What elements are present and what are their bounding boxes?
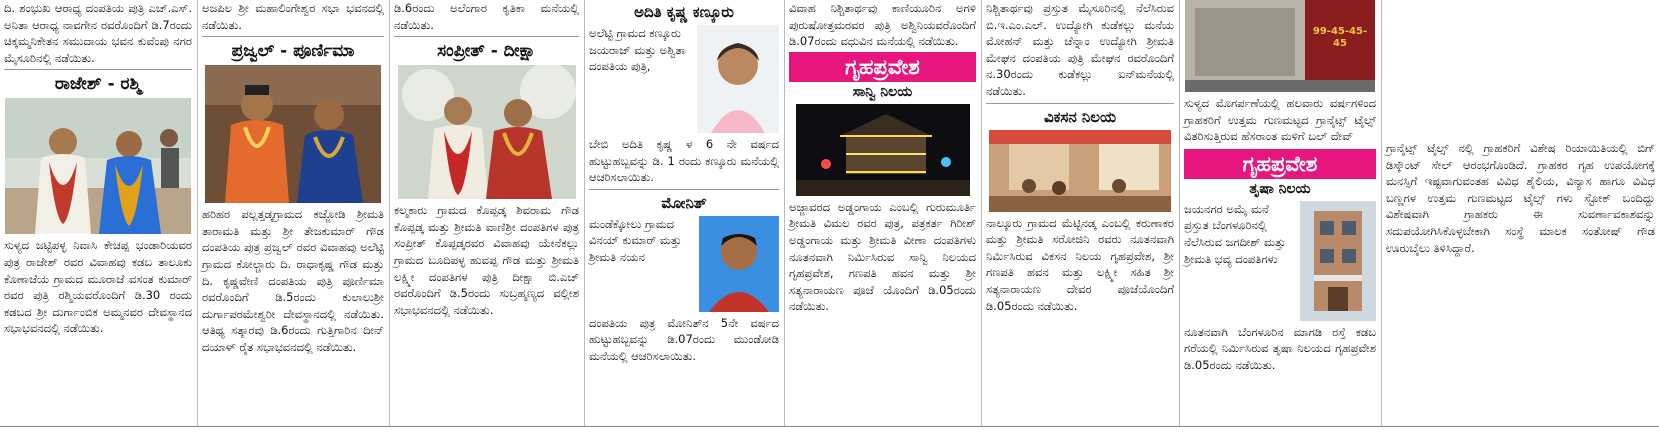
column-7 — [1180, 0, 1380, 426]
wedding-photo-rajesh-rashmi — [5, 98, 191, 234]
article-continuation: ವಿವಾಹ ನಿಶ್ಚಿತಾರ್ಥವು ಕಾಣಿಯೂರಿನ ಅಗಳಿ ಪುರುಷೋತ್ತಮರವರ ಪುತ್ರಿ ಅಶ್ವಿನಿಯವರೊಂದಿಗೆ ಡಿ.07ರಂದು ವಧುವಿನ ಮನೆಯಲ್ಲಿ ನಡೆಯಿತು. — [789, 1, 976, 49]
birthday-photo-monith — [699, 216, 779, 312]
article-body: ಬೇಬಿ ಅದಿತಿ ಕೃಷ್ಣ ಳ 6 ನೇ ವರ್ಷದ ಹುಟ್ಟುಹಬ್ಬವನ್ನು ಡಿ. 1 ರಂದು ಕಣ್ಕೂರು ಮನೆಯಲ್ಲಿ ಆಚರಿಸಲಾಯಿತು. — [589, 137, 779, 185]
divider — [986, 103, 1174, 104]
article-heading: ರಾಜೇಶ್ - ರಶ್ಮಿ — [54, 74, 142, 95]
divider — [4, 69, 192, 70]
page-bottom-rule — [0, 426, 1659, 427]
article-heading: ಸಂಪ್ರೀತ್ - ದೀಕ್ಷಾ — [437, 41, 536, 62]
column-2 — [198, 0, 388, 426]
article-heading: ಮೋನಿತ್ — [661, 193, 707, 212]
wedding-photo-sampreeth-deeksha — [398, 65, 576, 199]
article-heading: ವಿಕಸನ ನಿಲಯ — [1043, 107, 1117, 126]
article-continuation: ನಿಶ್ಚಿತಾರ್ಥವು ಪ್ರಸ್ತುತ ಮೈಸೂರಿನಲ್ಲಿ ನೆಲೆಸಿರುವ ಬಿ.ಇ.ಎಂ.ಎಲ್. ಉದ್ಯೋಗಿ ಕುಡೆಕಲ್ಲು ಮನೆಯ ಮೋಹನ್ ಮತ್ತು ಚೆನ್ನಾಂ ಉದ್ಯೋಗಿ ಶ್ರೀಮತಿ ಮೇಘನ ದಂಪತಿಯ ಪುತ್ರಿ ಮೇಘನ ರವರೊಂದಿಗೆ ನ.30ರಂದು ಕುಡೆಕಲ್ಲು ಐನ್‌ಮನೆಯಲ್ಲಿ ನಡೆಯಿತು. — [986, 1, 1174, 98]
article-body: ನಾಲ್ಕೂರು ಗ್ರಾಮದ ಮೆಟ್ಟಿನಡ್ಕ ಎಂಬಲ್ಲಿ ಕರುಣಾಕರ ಮತ್ತು ಶ್ರೀಮತಿ ಸರೋಜಿನಿ ರವರು ನೂತನವಾಗಿ ನಿರ್ಮಿಸಿರುವ ವಿಕಸನ ನಿಲಯ ಗೃಹಪ್ರವೇಶ, ಶ್ರೀ ಗಣಪತಿ ಹವನ ಮತ್ತು ಲಕ್ಷ್ಮೀ ಸಹಿತ ಶ್ರೀ ಸತ್ಯನಾರಾಯಣ ದೇವರ ಪೂಜೆಯೊಂದಿಗೆ ಡಿ.05ರಂದು ನಡೆಯಿತು. — [986, 215, 1174, 313]
column-8 — [1382, 0, 1659, 426]
divider — [202, 36, 384, 37]
article-continuation: ಅಜಪಿಲ ಶ್ರೀ ಮಹಾಲಿಂಗೇಶ್ವರ ಸಭಾ ಭವನದಲ್ಲಿ ನಡೆಯಿತು. — [202, 1, 384, 32]
column-3 — [390, 0, 583, 426]
divider — [589, 189, 779, 190]
article-continuation: ಡಿ.6ರಂದು ಅಲೆಂಗಾರ ಕೃತಿಕಾ ಮನೆಯಲ್ಲಿ ನಡೆಯಿತು. — [394, 1, 579, 32]
section-banner: ಗೃಹಪ್ರವೇಶ — [1184, 149, 1376, 179]
section-banner: ಗೃಹಪ್ರವೇಶ — [789, 52, 976, 82]
divider — [394, 36, 579, 37]
article-continuation: ದಿ. ಶಂಭುಖ ಆರಾಧ್ಯ ದಂಪತಿಯ ಪುತ್ರಿ ಎಚ್.ಎಸ್. ಅನಿತಾ ಆರಾಧ್ಯ ನಾವಗೇನ ರವರೊಂದಿಗೆ ಡಿ.7ರಂದು ಚಿಕ್ಕಮ್ಮನಿಕೇತನ ಸಮುದಾಯ ಭವನ ಕುವೆಂಪು ನಗರ ಮೈಸೂರಿನಲ್ಲಿ ನಡೆಯಿತು. — [4, 1, 192, 65]
house-photo-vikasana-nilaya — [989, 130, 1171, 212]
shop-sign-number: 99-45-45-45 — [1312, 26, 1368, 49]
article-intro: ಮಂಡೆಕ್ಕೋಲು ಗ್ರಾಮದ ವಿನಯ್ ಕುಮಾರ್ ಮತ್ತು ಶ್ರೀಮತಿ ನಯನ — [589, 216, 682, 264]
article-intro: ಜಯನಗರ ಅಮೈ ಮನೆ ಪ್ರಸ್ತುತ ಬೆಂಗಳೂರಿನಲ್ಲಿ ನೆಲೆಸಿರುವ ಜಗದೀಶ್ ಮತ್ತು ಶ್ರೀಮತಿ ಭವ್ಯ ದಂಪತಿಗಳು — [1184, 201, 1286, 266]
shop-photo-baldev-granites — [1185, 0, 1375, 92]
article-body: ಕಲ್ಮಕಾರು ಗ್ರಾಮದ ಕೊಪ್ಪಡ್ಕ ಶಿವರಾಮ ಗೌಡ ಕೊಪ್ಪಡ್ಕ ಮತ್ತು ಶ್ರೀಮತಿ ವಾಣಿಶ್ರೀ ದಂಪತಿಗಳ ಪುತ್ರ ಸಂಪ್ರೀತ್ ಕೊಪ್ಪಡ್ಕರವರ ವಿವಾಹವು ಯೇನೆಕಲ್ಲು ಗ್ರಾಮದ ಬೂದಿಪಳ್ಳ ಹುವಪ್ಪ ಗೌಡ ಮತ್ತು ಶ್ರೀಮತಿ ಲಕ್ಷ್ಮೀ ದಂಪತಿಗಳ ಪುತ್ರಿ ದೀಕ್ಷಾ ಬಿ.ಎಚ್ ರವರೊಂದಿಗೆ ಡಿ.5ರಂದು ಸುಬ್ರಹ್ಮಣ್ಯದ ವಲ್ಲೀಶ ಸಭಾಭವನದಲ್ಲಿ ನಡೆಯಿತು. — [394, 203, 579, 317]
house-photo-trisha-nilaya — [1300, 201, 1376, 321]
article-body: ಸುಳ್ಯದ ಜಟ್ಟಿಪಳ್ಳ ನಿವಾಸಿ ಕೇಚಪ್ಪ ಭಂಡಾರಿಯವರ ಪುತ್ರ ರಾಜೇಶ್ ರವರ ವಿವಾಹವು ಕಡಬ ತಾಲೂಕು ಕೊಣಾಜೆಯ ಗ್ರಾಮದ ಮೂರಾಜೆ ವಸಂತ ಕುಮಾರ್ ರವರ ಪುತ್ರಿ ರಶ್ಮಿಯವರೊಂದಿಗೆ ಡಿ.30 ರಂದು ಕಡಬದ ಶ್ರೀ ದುರ್ಗಾಂಬಿಕ ಅಮ್ಮನವರ ದೇವಸ್ಥಾನದ ಸಭಾಭವನದಲ್ಲಿ ನಡೆಯಿತು. — [4, 238, 192, 336]
article-subheading: ಸಾನ್ವಿ ನಿಲಯ — [852, 83, 913, 100]
article-heading: ಪ್ರಜ್ವಲ್ - ಪೂರ್ಣಿಮಾ — [231, 41, 355, 62]
birthday-photo-aditi — [697, 25, 779, 133]
article-body: ನೂತನವಾಗಿ ಬೆಂಗಳೂರಿನ ಮಾಗಡಿ ರಸ್ತೆ ಕಡಬ ಗರೆಯಲ್ಲಿ ನಿರ್ಮಿಸಿರುವ ತೃಷಾ ನಿಲಯದ ಗೃಹಪ್ರವೇಶ ಡಿ.05ರಂದು ನಡೆಯಿತು. — [1184, 324, 1376, 372]
column-6 — [982, 0, 1178, 426]
article-intro: ಅಲೆಟ್ಟಿ ಗ್ರಾಮದ ಕಣ್ಕೂರು ಜಯರಾಜ್ ಮತ್ತು ಅಶ್ವಿತಾ ದಂಪತಿಯ ಪುತ್ರಿ, — [589, 26, 686, 74]
column-4 — [585, 0, 783, 426]
column-1 — [0, 0, 196, 426]
article-subheading: ತೃಷಾ ನಿಲಯ — [1249, 180, 1311, 197]
article-heading: ಅದಿತಿ ಕೃಷ್ಣ ಕಣ್ಕೂರು — [634, 3, 734, 21]
article-body: ಅಜ್ಜಾವರದ ಅಡ್ಡಂಗಾಯ ಎಂಬಲ್ಲಿ ಗುರುಮೂರ್ತಿ ಶ್ರೀಮತಿ ವಿಮಲ ರವರ ಪುತ್ರ, ಪತ್ರಕರ್ತ ಗಿರೀಶ್ ಅಡ್ಡಂಗಾಯ ಮತ್ತು ಶ್ರೀಮತಿ ವೀಣಾ ದಂಪತಿಗಳು ನೂತನವಾಗಿ ನಿರ್ಮಿಸಿರುವ ಸಾನ್ವಿ ನಿಲಯದ ಗೃಹಪ್ರವೇಶ, ಗಣಪತಿ ಹವನ ಮತ್ತು ಶ್ರೀ ಸತ್ಯನಾರಾಯಣ ಪೂಜೆ ಯೊಂದಿಗೆ ಡಿ.05ರಂದು ನಡೆಯಿತು. — [789, 199, 976, 314]
wedding-photo-prajwal-poornima — [205, 65, 381, 203]
article-body: ದಂಪತಿಯ ಪುತ್ರ ಮೋನಿತ್‌ನ 5ನೇ ವರ್ಷದ ಹುಟ್ಟುಹಬ್ಬವನ್ನು ಡಿ.07ರಂದು ಮುಂಡೋಡಿ ಮನೆಯಲ್ಲಿ ಆಚರಿಸಲಾಯಿತು. — [589, 315, 779, 363]
advert-body: ಗ್ರಾನೈಟ್ಸ್ ಟೈಲ್ಸ್ ನಲ್ಲಿ ಗ್ರಾಹಕರಿಗೆ ವಿಶೇಷ ರಿಯಾಯಿತಿಯಲ್ಲಿ ಬಿಗ್ ಡಿಸ್ಕೌಂಟ್ ಸೇಲ್ ಆರಂಭಗೊಂಡಿದೆ. ಗ್ರಾಹಕರ ಗೃಹ ಉಪಯೋಗಕ್ಕೆ ಮನಸ್ಸಿಗೆ ಇಷ್ಟವಾಗುವಂತಹ ವಿವಿಧ ಶೈಲಿಯ, ವಿನ್ಯಾಸ ಹಾಗೂ ವಿವಿಧ ಬಣ್ಣಗಳ ಉತ್ತಮ ಗುಣಮಟ್ಟದ ಟೈಲ್ಸ್ ಗಳು ಸ್ಟೋಕ್ ಬಂದಿದ್ದು ವಿಶೇಷವಾಗಿ ಗ್ರಾಹಕರು ಈ ಸುವರ್ಣಾವಕಾಶವನ್ನು ಸದುಪಯೋಗಿಸಿಕೊಳ್ಳಬೇಕಾಗಿ ಸಂಸ್ಥೆ ಮಾಲಕ ಸಂತೋಷ್ ಗೌಡ ಊರುಬೈಲು ತಿಳಿಸಿದ್ದಾರೆ. — [1386, 141, 1655, 255]
house-photo-sanvi-nilaya — [796, 104, 970, 196]
advert-caption: ಸುಳ್ಯದ ಮೊಗರ್ಪಣೆಯಲ್ಲಿ ಹಲವಾರು ವರ್ಷಗಳಿಂದ ಗ್ರಾಹಕರಿಗೆ ಉತ್ತಮ ಗುಣಮಟ್ಟದ ಗ್ರಾನೈಟ್ಸ್ ಟೈಲ್ಸ್ ವಿತರಿಸುತ್ತಿರುವ ಹೆಸರಾಂತ ಮಳಿಗೆ ಬಲ್ ದೇವ್ — [1184, 96, 1376, 144]
article-body: ಹರಿಹರ ಪಲ್ಲತ್ತಡ್ಕಗ್ರಾಮದ ಕಜ್ಜೋಡಿ ಶ್ರೀಮತಿ ತಾರಾಮತಿ ಮತ್ತು ಶ್ರೀ ತೇಜಕುಮಾರ್ ಗೌಡ ದಂಪತಿಯ ಪುತ್ರ ಪ್ರಜ್ವಲ್ ರವರ ವಿವಾಹವು ಅಲೆಟ್ಟಿ ಗ್ರಾಮದ ಕೋಲ್ಚಾರು ದಿ. ರಾಧಾಕೃಷ್ಣ ಗೌಡ ಮತ್ತು ದಿ. ಕೃಷ್ಣವೇಣಿ ದಂಪತಿಯ ಪುತ್ರಿ ಪೂರ್ಣಿಮಾ ರವರೊಂದಿಗೆ ಡಿ.5ರಂದು ಕುಲಾಲುಶ್ರೀ ದುರ್ಗಾಪರಮೇಶ್ವರೀ ದೇವಸ್ಥಾನದಲ್ಲಿ ನಡೆಯಿತು. ಆತಿಥ್ಯ ಸತ್ಕಾರವು ಡಿ.6ರಂದು ಗುತ್ತಿಗಾರಿನ ದೀನ್ ದಯಾಳ್ ರೈತ ಸಭಾಭವನದಲ್ಲಿ ನಡೆಯಿತು. — [202, 207, 384, 354]
column-5 — [785, 0, 980, 426]
